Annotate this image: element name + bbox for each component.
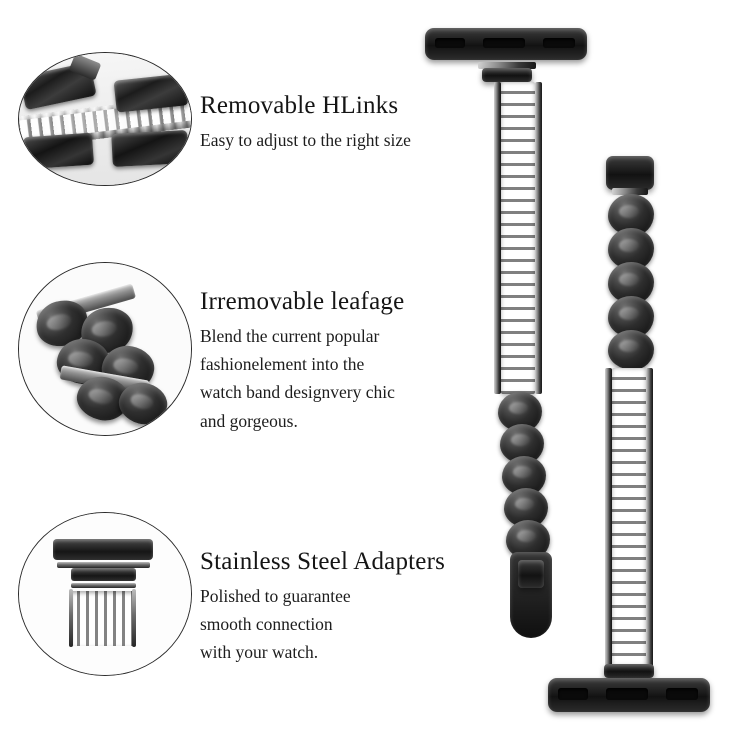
right-strand-top-adapter	[606, 156, 654, 190]
adapter-lug-icon	[53, 539, 153, 560]
rhinestone-link-strip-right	[612, 368, 646, 668]
feature-stainless-steel-adapters	[18, 512, 446, 682]
feature-removable-hlinks	[18, 52, 418, 182]
photo-fill-stainless-steel-adapters	[19, 513, 191, 675]
photo-removable-h-links	[18, 52, 192, 186]
photo-fill-irremovable-leafage	[19, 263, 191, 435]
rhinestone-band-segment	[71, 591, 136, 646]
feature-description-line: fashionelement into the	[200, 353, 365, 374]
left-strip-rail-inner	[535, 82, 542, 394]
bottom-adapter-neck	[604, 664, 654, 678]
leafage-chain-right-link	[608, 330, 654, 370]
photo-fill-removable-h-links	[19, 53, 191, 185]
photo-irremovable-leafage	[18, 262, 192, 436]
top-watch-adapter-lug	[425, 28, 587, 60]
feature-title: Stainless Steel Adapters	[200, 548, 446, 575]
clasp-slot	[518, 560, 544, 588]
feature-description-line: with your watch.	[200, 642, 319, 663]
feature-title: Removable HLinks	[200, 92, 399, 119]
feature-description-line: Blend the current popular	[200, 325, 380, 346]
left-strip-rail-outer	[494, 82, 501, 394]
feature-description-line: Easy to adjust to the right size	[200, 129, 411, 150]
bottom-watch-adapter-lug	[548, 678, 710, 712]
top-adapter-neck	[482, 68, 532, 82]
feature-description-line: smooth connection	[200, 613, 333, 634]
feature-description-line: and gorgeous.	[200, 410, 298, 431]
feature-description-line: Polished to guarantee	[200, 585, 351, 606]
feature-irremovable-leafage	[18, 262, 438, 462]
photo-stainless-steel-adapters	[18, 512, 192, 676]
feature-title: Irremovable leafage	[200, 288, 405, 315]
product-photo-watch-band	[420, 0, 750, 750]
right-strip-rail-outer	[605, 368, 612, 668]
right-strip-rail-inner	[646, 368, 653, 668]
rhinestone-link-strip-left	[501, 82, 535, 394]
feature-description-line: watch band designvery chic	[200, 382, 395, 403]
